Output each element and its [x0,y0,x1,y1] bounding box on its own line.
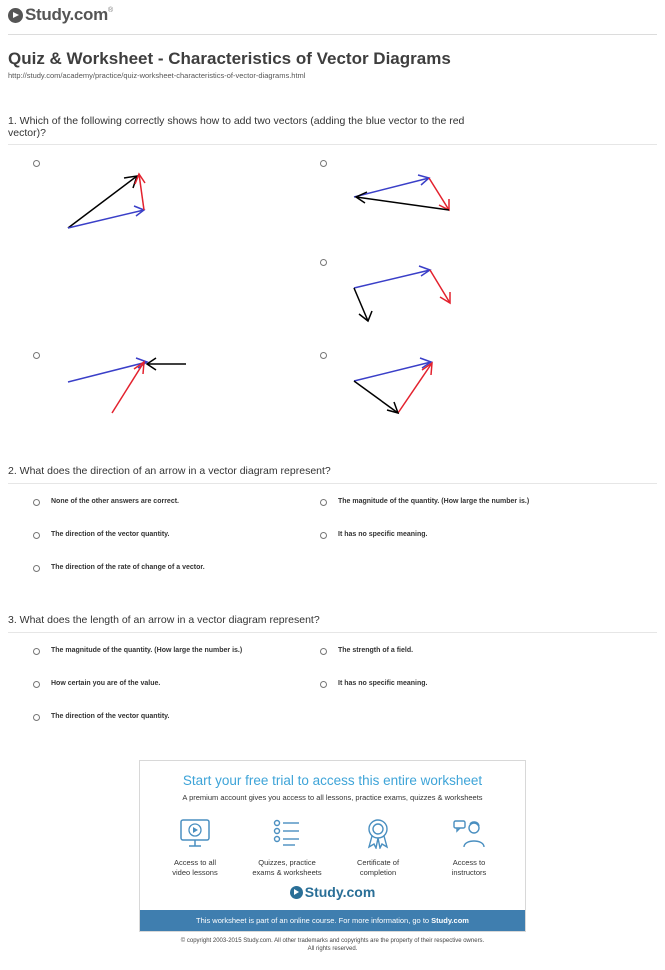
q2-option-5-label[interactable]: The direction of the rate of change of a vector. [51,564,205,571]
promo-study-logo[interactable] [140,884,525,900]
question-2-divider [8,483,657,484]
vector-arrow-blue [354,175,429,197]
vector-arrow-red [430,270,450,303]
course-info-bar [140,910,525,931]
page-title: Quiz & Worksheet - Characteristics of Vector Diagrams [8,49,451,68]
feature-video-lessons [150,817,240,878]
vector-arrow-blue [68,206,144,228]
feature-quizzes-line-2: exams & worksheets [252,868,322,877]
feature-instructors [424,817,514,878]
feature-instructors-line-2: instructors [451,868,487,877]
vector-arrow-red [135,174,145,210]
q1-vector-diagrams [0,0,665,430]
q2-option-3-label[interactable]: The direction of the vector quantity. [51,531,170,538]
logo-text: Study.com [25,5,108,24]
course-info-text: This worksheet is part of an online course. For more information, go to [196,916,432,925]
vector-arrow-black [356,192,449,210]
vector-arrow-black [354,381,398,413]
promo-logo-text: Study.com [304,884,376,900]
q3-option-1-radio[interactable] [33,648,40,655]
promo-headline[interactable]: Start your free trial to access this entire worksheet [182,773,483,788]
q3-option-3-label[interactable]: How certain you are of the value. [51,680,161,687]
q2-option-2-label[interactable]: The magnitude of the quantity. (How large the number is.) [338,498,530,505]
quiz-list-icon [270,817,304,849]
feature-certificate-line-1: Certificate of [356,858,400,867]
study-logo-icon [290,886,303,899]
vector-arrow-blue [68,358,147,382]
q3-option-2-label[interactable]: The strength of a field. [338,647,414,654]
q3-option-4-radio[interactable] [320,681,327,688]
vector-arrow-black [354,288,372,321]
vector-arrow-blue [354,266,430,288]
free-trial-promo [139,760,526,932]
copyright-line-1: © copyright 2003-2015 Study.com. All other trademarks and copyrights are the property of their respective owners. [180,938,485,944]
vector-arrow-red [429,178,449,210]
logo-trademark: ® [107,7,114,14]
promo-subtext: A premium account gives you access to all lessons, practice exams, quizzes & worksheets [182,793,483,802]
copyright-line-2: All rights reserved. [307,946,358,952]
q3-option-5-label[interactable]: The direction of the vector quantity. [51,713,170,720]
question-2: 2. What does the direction of an arrow in a vector diagram represent? [8,465,331,477]
q2-option-3-radio[interactable] [33,532,40,539]
q1-diagram-e [354,358,432,413]
q3-option-3-radio[interactable] [33,681,40,688]
study-link[interactable]: Study.com [431,916,469,925]
feature-certificate-line-2: completion [359,868,397,877]
question-1-line-2: vector)? [8,127,46,139]
q1-diagram-b [354,175,449,210]
question-3: 3. What does the length of an arrow in a vector diagram represent? [8,614,320,626]
vector-arrow-blue [354,358,431,381]
q2-option-1-label[interactable]: None of the other answers are correct. [51,498,179,505]
q2-option-2-radio[interactable] [320,499,327,506]
vector-arrow-red [398,363,432,413]
question-1-line-1: 1. Which of the following correctly shows how to add two vectors (adding the blue vector to the red [8,115,465,127]
feature-quizzes-line-1: Quizzes, practice [258,858,316,867]
question-3-divider [8,632,657,633]
feature-video-line-1: Access to all [173,858,217,867]
video-lesson-icon [178,817,212,849]
page-url: http://study.com/academy/practice/quiz-worksheet-characteristics-of-vector-diagrams.html [8,71,306,80]
q1-diagram-a [68,174,145,228]
q2-option-1-radio[interactable] [33,499,40,506]
certificate-icon [361,817,395,849]
feature-quizzes [242,817,332,878]
vector-arrow-black [147,358,186,370]
q2-option-5-radio[interactable] [33,565,40,572]
feature-instructors-line-1: Access to [452,858,486,867]
q2-option-4-radio[interactable] [320,532,327,539]
feature-video-line-2: video lessons [172,868,218,877]
feature-certificate [333,817,423,878]
copyright-footer [0,937,665,953]
q1-diagram-c [354,266,450,321]
instructor-icon [452,817,486,849]
q1-diagram-d [68,358,186,413]
q2-option-4-label[interactable]: It has no specific meaning. [338,531,428,538]
q3-option-1-label[interactable]: The magnitude of the quantity. (How large the number is.) [51,647,243,654]
q3-option-5-radio[interactable] [33,714,40,721]
q3-option-2-radio[interactable] [320,648,327,655]
q3-option-4-label[interactable]: It has no specific meaning. [338,680,428,687]
